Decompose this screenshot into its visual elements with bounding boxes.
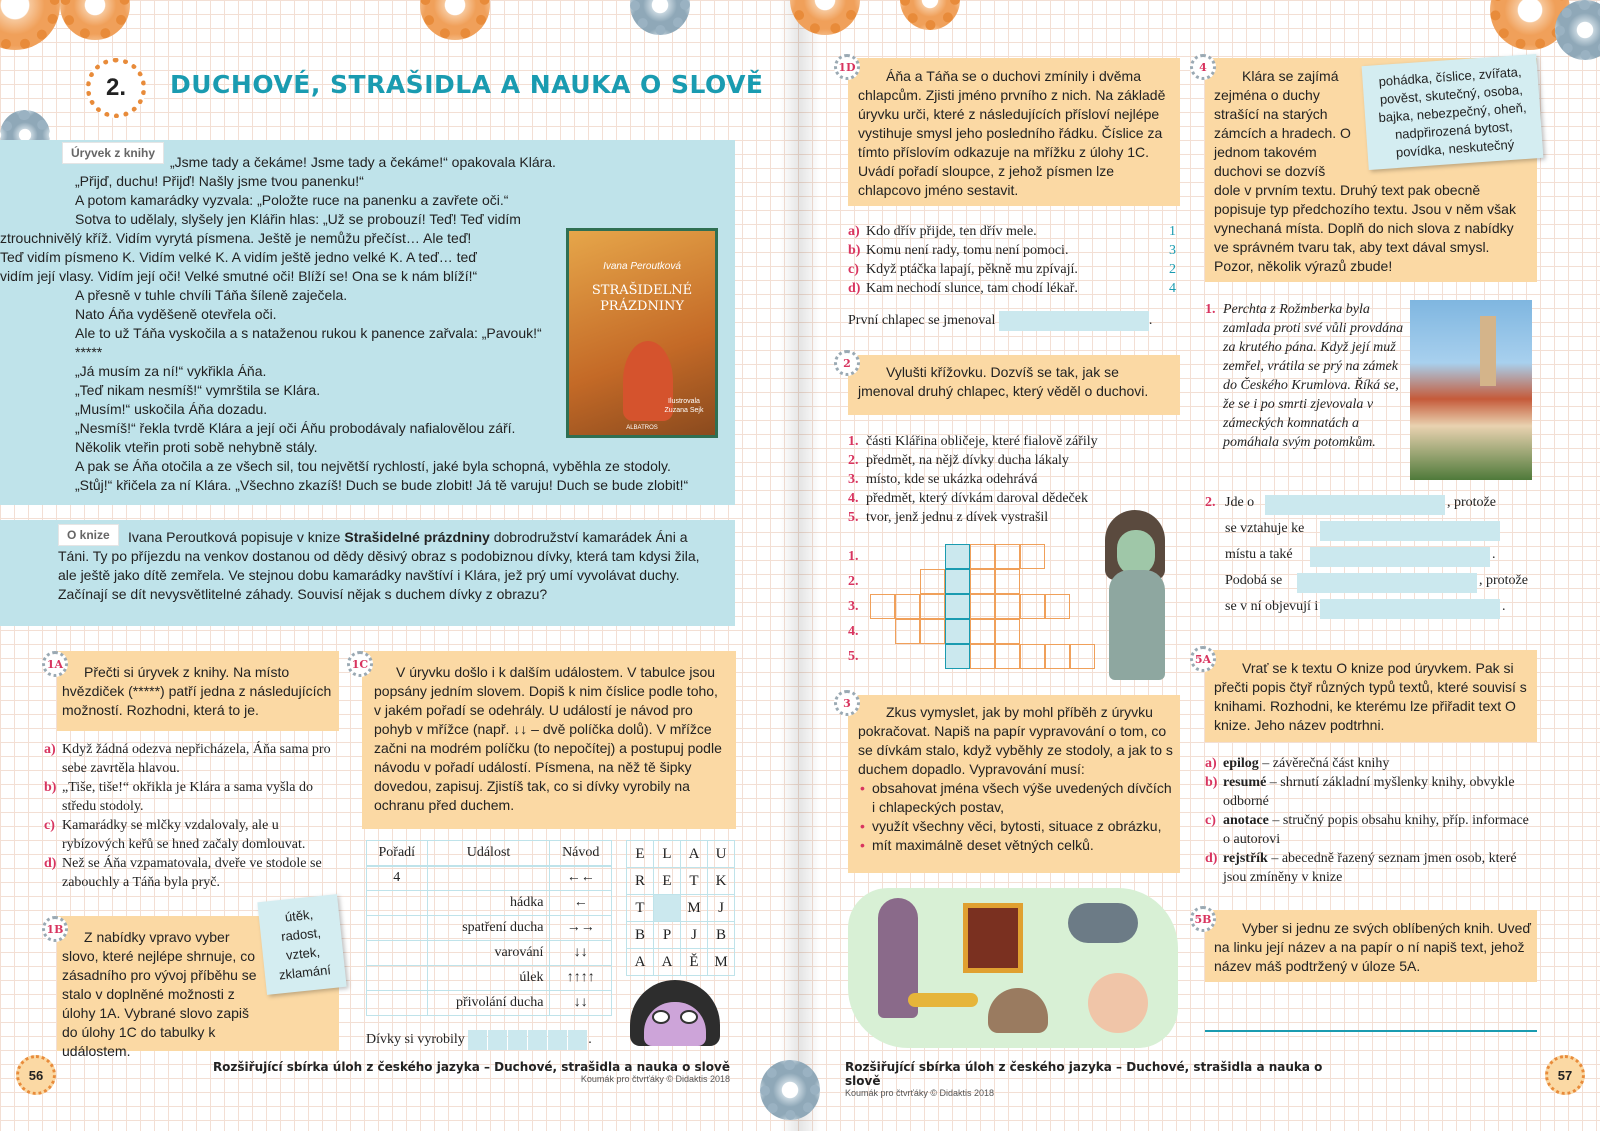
word-option: vztek, xyxy=(285,944,321,963)
answer-label: Dívky si vyrobily xyxy=(366,1032,465,1048)
grid-cell: K xyxy=(708,868,735,895)
task-1a-option[interactable] xyxy=(44,816,334,854)
footer xyxy=(845,1060,1345,1098)
book-illustrator: Ilustrovala Zuzana Sejk xyxy=(664,398,704,414)
task-1d-answer-row xyxy=(848,311,1152,331)
word-option: zklamání xyxy=(278,962,332,983)
task-1b-number: 1B xyxy=(42,916,68,942)
task-5a-options xyxy=(1205,754,1535,887)
story-body: Perchta z Rožmberka byla zamlada proti své vůli provdána za krutého pána. Když její muž zemřel, vrátila se prý na zámek do Českého Krumlova. Říká se, že se i po smrti zjevovala v zámeckých komnatách a pomáhala svým potomkům. xyxy=(1223,302,1404,450)
option-key: c) xyxy=(848,262,859,277)
direction-cell: ↓↓ xyxy=(550,991,612,1016)
option-text: – shrnutí základní myšlenky knihy, obvykle odborné xyxy=(1223,775,1515,809)
left-page xyxy=(0,0,790,1131)
word-option: útěk, xyxy=(284,906,314,925)
task-1d-options xyxy=(848,222,1180,298)
footer xyxy=(200,1060,730,1084)
order-cell[interactable] xyxy=(367,941,428,966)
about-tag: O knize xyxy=(58,524,119,546)
crossword-cell[interactable] xyxy=(995,594,1020,619)
fill-post: . xyxy=(1492,547,1496,562)
task-1d-option[interactable] xyxy=(848,279,1180,298)
crossword-solution-cell[interactable] xyxy=(945,569,970,594)
crossword-row-labels xyxy=(848,544,868,669)
about-text xyxy=(58,528,720,604)
grid-cell: T xyxy=(627,895,654,922)
crossword-cell[interactable] xyxy=(1020,644,1045,669)
excerpt-line: „Teď nikam nesmíš!“ vymrštila se Klára. xyxy=(75,382,321,398)
task-5a-option[interactable] xyxy=(1205,849,1535,887)
task-1b-text: Z nabídky vpravo vyber slovo, které nejlépe shrnuje, co zásadního pro vývoj příběhu se stalo v doplněné možnosti z úlohy 1A. Vybrané slovo zapiš do úlohy 1C do tabulky k událostem. xyxy=(62,929,257,1059)
excerpt-line: Ale to už Táňa vyskočila a s nataženou rukou k panence zařvala: „Pavouk!“ xyxy=(75,325,542,341)
gear-decoration-icon xyxy=(1555,0,1600,60)
task-1a-options xyxy=(44,740,334,892)
option-text: Než se Áňa vzpamatovala, dveře ve stodole se zabouchly a Táňa byla pryč. xyxy=(62,856,322,890)
crossword-cell[interactable] xyxy=(970,569,995,594)
clue-text: tvor, jenž jednu z dívek vystrašil xyxy=(866,510,1049,525)
grid-start-cell xyxy=(654,895,681,922)
crossword-solution-cell[interactable] xyxy=(945,544,970,569)
option-number: 1 xyxy=(1169,224,1176,239)
event-cell: spatření ducha xyxy=(427,916,550,941)
task-5a-number: 5A xyxy=(1190,646,1216,672)
events-table xyxy=(366,840,612,1016)
clue-text: předmět, na nějž dívky ducha lákaly xyxy=(866,453,1069,468)
crossword-cell[interactable] xyxy=(895,619,920,644)
crossword-cell[interactable] xyxy=(995,644,1020,669)
crossword-cell[interactable] xyxy=(895,594,920,619)
order-cell[interactable]: 4 xyxy=(367,866,428,891)
task-3-bullet: • mít maximálně deset větných celků. xyxy=(858,836,1178,855)
answer-end: . xyxy=(1148,313,1153,329)
boy-name-input[interactable] xyxy=(999,311,1149,331)
gear-decoration-icon xyxy=(60,0,130,40)
option-key: d) xyxy=(44,856,57,871)
story-number: 1. xyxy=(1205,302,1216,317)
task-1d-option[interactable] xyxy=(848,222,1180,241)
option-key: a) xyxy=(848,224,860,239)
story-text xyxy=(1205,300,1405,452)
broken-picture-frame xyxy=(963,903,1023,973)
table-row xyxy=(367,941,612,966)
screaming-face xyxy=(1088,973,1148,1033)
table-row xyxy=(367,916,612,941)
fill-input[interactable] xyxy=(1297,573,1477,593)
task-1d-number: 1D xyxy=(834,54,860,80)
event-cell: varování xyxy=(427,941,550,966)
option-text: Kdo dřív přijde, ten dřív mele. xyxy=(866,224,1037,239)
gear-decoration-icon xyxy=(0,0,60,50)
clue-number: 5. xyxy=(848,510,859,525)
fill-input[interactable] xyxy=(1320,599,1500,619)
answer-label: První chlapec se jmenoval xyxy=(848,313,996,329)
task-1a-option[interactable] xyxy=(44,778,334,816)
task-2-number: 2 xyxy=(834,350,860,376)
castle-tower xyxy=(1480,316,1496,386)
crossword-cell[interactable] xyxy=(1045,644,1070,669)
crossword-cell[interactable] xyxy=(970,544,995,569)
grid-cell: M xyxy=(681,895,708,922)
direction-cell: →→ xyxy=(550,916,612,941)
option-term: resumé xyxy=(1223,775,1267,790)
option-number: 2 xyxy=(1169,262,1176,277)
grid-cell: A xyxy=(627,949,654,976)
table-row xyxy=(367,891,612,916)
fill-line xyxy=(1205,599,1540,625)
clue xyxy=(848,432,1180,451)
direction-cell: ← xyxy=(550,891,612,916)
table-header: Návod xyxy=(550,841,612,866)
book-author: Ivana Peroutková xyxy=(603,261,681,272)
crossword-cell[interactable] xyxy=(1020,594,1045,619)
task-3-bullet: • využít všechny věci, bytosti, situace z obrázku, xyxy=(858,817,1178,836)
grid-cell: B xyxy=(708,922,735,949)
option-key: d) xyxy=(1205,851,1218,866)
row-label: 3. xyxy=(848,599,859,614)
book-title-line1: STRAŠIDELNÉ xyxy=(591,283,693,298)
clue-text: předmět, který dívkám daroval dědeček xyxy=(866,491,1088,506)
fill-input[interactable] xyxy=(1265,495,1445,515)
option-key: c) xyxy=(1205,813,1216,828)
crossword-cell[interactable] xyxy=(1020,544,1045,569)
task-4-word-bank: pohádka, číslice, zvířata, pověst, skutečný, osoba, bajka, nebezpečný, oheň, nadpřirozená bytost, povídka, neskutečný xyxy=(1362,54,1544,170)
letter-grid xyxy=(626,840,735,976)
fill-input[interactable] xyxy=(1320,521,1500,541)
grid-cell: T xyxy=(681,868,708,895)
option-term: anotace xyxy=(1223,813,1269,828)
event-cell xyxy=(427,866,550,891)
task-4-number: 4 xyxy=(1190,54,1216,80)
table-row xyxy=(367,991,612,1016)
direction-cell: ↓↓ xyxy=(550,941,612,966)
task-5a-option[interactable] xyxy=(1205,811,1535,849)
option-text: Když žádná odezva nepřicházela, Áňa sama pro sebe zavrtěla hlavou. xyxy=(62,742,331,776)
row-label: 4. xyxy=(848,624,859,639)
option-term: epilog xyxy=(1223,756,1259,771)
order-cell[interactable] xyxy=(367,891,428,916)
task-3-bullet: • obsahovat jména všech výše uvedených dívčích i chlapeckých postav, xyxy=(858,779,1178,817)
excerpt-line: A potom kamarádky vyzvala: „Položte ruce na panenku a zavřete oči.“ xyxy=(75,192,509,208)
grid-cell: Ě xyxy=(681,949,708,976)
crossword-cell[interactable] xyxy=(870,594,895,619)
clue xyxy=(848,451,1180,470)
clue-number: 4. xyxy=(848,491,859,506)
book-cover-image xyxy=(566,228,718,438)
option-key: b) xyxy=(1205,775,1218,790)
fill-line xyxy=(1205,573,1540,599)
grid-cell: P xyxy=(654,922,681,949)
task-4-text-top: Klára se zajímá zejména o duchy strašící na starých zámcích a hradech. O jednom takovém duchovi se dozvíš xyxy=(1214,68,1351,179)
option-text: „Tiše, tiše!“ okřikla je Klára a sama vyšla do středu stodoly. xyxy=(62,780,314,814)
crossword-solution-cell[interactable] xyxy=(945,619,970,644)
fill-input[interactable] xyxy=(1310,547,1490,567)
task-1c-answer-row xyxy=(366,1030,592,1050)
excerpt-line: vidím její vlasy. Vidím její oči! Velké smutné oči! Blíží se! Ona se k nám blíží!“ xyxy=(0,268,478,284)
event-cell: úlek xyxy=(427,966,550,991)
task-2-text: Vylušti křížovku. Dozvíš se tak, jak se jmenoval druhý chlapec, který věděl o duchovi. xyxy=(858,364,1149,399)
task-3-content xyxy=(858,703,1178,855)
excerpt-line: ***** xyxy=(75,344,103,360)
task-1a-option[interactable] xyxy=(44,854,334,892)
fill-pre: Podobá se xyxy=(1225,573,1283,588)
ghost-girl-illustration xyxy=(1095,510,1180,680)
task-1d-option[interactable] xyxy=(848,241,1180,260)
fill-number: 2. xyxy=(1205,495,1216,510)
answer-cells[interactable] xyxy=(468,1030,588,1050)
task-1d-text: Áňa a Táňa se o duchovi zmínily i dvěma chlapcům. Zjisti jméno prvního z nich. Na základě úryvku urči, které z následujících přísloví nejlépe vystihuje smysl jeho posledního řádku. Číslice za tímto příslovím odkazuje na mřížku z úlohy 1C. Uvádí pořadí sloupce, z jehož písmen lze chlapcovo jméno sestavit. xyxy=(858,68,1166,198)
story-prompt-illustration xyxy=(848,888,1178,1048)
table-header: Událost xyxy=(427,841,550,866)
grid-cell: A xyxy=(654,949,681,976)
task-5b-text: Vyber si jednu ze svých oblíbených knih. Uveď na linku její název a na papír o ní napiš text, jehož název máš podtržený v úloze 5A. xyxy=(1214,920,1532,974)
grid-cell: E xyxy=(654,868,681,895)
task-1c-number: 1C xyxy=(347,651,373,677)
crossword-cell[interactable] xyxy=(995,544,1020,569)
task-5b-number: 5B xyxy=(1190,906,1216,932)
task-5a-option[interactable] xyxy=(1205,754,1535,773)
table-row xyxy=(367,866,612,891)
crossword-cell[interactable] xyxy=(970,644,995,669)
excerpt-line: Teď vidím písmeno K. Vidím velké K. A vidím ještě jedno velké K. A teď… teď xyxy=(0,249,477,265)
fill-line xyxy=(1205,495,1540,521)
task-1b-word-bank xyxy=(257,894,346,995)
crossword-solution-cell[interactable] xyxy=(945,644,970,669)
option-text: – stručný popis obsahu knihy, příp. informace o autorovi xyxy=(1223,813,1529,847)
crossword-cell[interactable] xyxy=(920,569,945,594)
right-page xyxy=(810,0,1600,1131)
cesky-krumlov-photo xyxy=(1410,300,1532,480)
task-5a-text: Vrať se k textu O knize pod úryvkem. Pak si přečti popis čtyř různých typů textů, které souvisí s knihami. Rozhodni, ke kterému lze přiřadit text O knize. Jeho název podtrhni. xyxy=(1214,660,1527,733)
direction-cell: ↑↑↑↑ xyxy=(550,966,612,991)
option-text: – závěrečná část knihy xyxy=(1258,756,1390,771)
fill-line xyxy=(1205,521,1540,547)
task-1a-text: Přečti si úryvek z knihy. Na místo hvězdiček (*****) patří jedna z následujících možností. Rozhodni, která to je. xyxy=(62,664,332,718)
row-label: 2. xyxy=(848,574,859,589)
footer-title: Rozšiřující sbírka úloh z českého jazyka – Duchové, strašidla a nauka o slově xyxy=(212,1060,730,1074)
excerpt-line: A pak se Áňa otočila a ze všech sil, tou největší rychlostí, jaké byla schopná, vyběhla ze stodoly. xyxy=(75,458,671,474)
fill-pre: se vztahuje ke xyxy=(1225,521,1305,536)
order-cell[interactable] xyxy=(367,966,428,991)
excerpt-line: „Musím!“ uskočila Áňa dozadu. xyxy=(75,401,268,417)
excerpt-line: A přesně v tuhle chvíli Táňa šíleně zaječela. xyxy=(75,287,348,303)
excerpt-line: ztrouchnivělý kříž. Vidím vyrytá písmena. Ještě je nemůžu přečíst… Ale teď! xyxy=(0,230,472,246)
clue-number: 2. xyxy=(848,453,859,468)
excerpt-line: Několik vteřin proti sobě nehybně stály. xyxy=(75,439,318,455)
event-cell: hádka xyxy=(427,891,550,916)
clue-text: místo, kde se ukázka odehrává xyxy=(866,472,1038,487)
option-term: rejstřík xyxy=(1223,851,1268,866)
fill-pre: místu a také xyxy=(1225,547,1293,562)
fill-post: , protože xyxy=(1447,495,1496,510)
fill-post: . xyxy=(1502,599,1506,614)
crossword-cell[interactable] xyxy=(970,594,995,619)
gear-decoration-icon xyxy=(420,0,490,40)
option-text: Když ptáčka lapají, pěkně mu zpívají. xyxy=(866,262,1078,277)
option-key: b) xyxy=(848,243,861,258)
crossword-cell[interactable] xyxy=(995,569,1020,594)
crossword-cell[interactable] xyxy=(920,619,945,644)
clue xyxy=(848,470,1180,489)
book-title-line-input[interactable] xyxy=(1205,1030,1537,1032)
task-1a-number: 1A xyxy=(42,651,68,677)
key xyxy=(908,993,978,1007)
crossword-cell[interactable] xyxy=(1045,594,1070,619)
rabbit xyxy=(988,988,1048,1033)
option-text: Kam nechodí slunce, tam chodí lékař. xyxy=(866,281,1078,296)
book-title-line2: PRÁZDNINY xyxy=(600,299,684,314)
option-number: 4 xyxy=(1169,281,1176,296)
answer-end: . xyxy=(588,1032,592,1048)
grid-cell: U xyxy=(708,841,735,868)
option-key: a) xyxy=(1205,756,1217,771)
gear-decoration-icon xyxy=(900,0,960,30)
task-5a-option[interactable] xyxy=(1205,773,1535,811)
option-text: Komu není rady, tomu není pomoci. xyxy=(866,243,1069,258)
excerpt-line: Nato Áňa vyděšeně otevřela oči. xyxy=(75,306,277,322)
excerpt-line: „Já musím za ní!“ vykřikla Áňa. xyxy=(75,363,267,379)
row-label: 5. xyxy=(848,649,859,664)
task-3-text: Zkus vymyslet, jak by mohl příběh z úryvku pokračovat. Napiš na papír vypravování o tom, co se dívkám stalo, když vyběhly ze stodoly, a jak to s duchem dopadlo. Vypravování musí: xyxy=(858,704,1173,777)
storm-cloud xyxy=(1068,903,1138,943)
order-cell[interactable] xyxy=(367,916,428,941)
footer-subtitle: Koumák pro čtvrťáky © Didaktis 2018 xyxy=(580,1074,730,1084)
clue-number: 1. xyxy=(848,434,859,449)
task-1d-option[interactable] xyxy=(848,260,1180,279)
table-header: Pořadí xyxy=(367,841,428,866)
excerpt-line: „Nesmíš!“ řekla tvrdě Klára a její oči Áňu probodávaly nafialovělou září. xyxy=(75,420,516,436)
ghost-face-illustration xyxy=(630,980,720,1046)
grid-cell: J xyxy=(708,895,735,922)
crossword-cell[interactable] xyxy=(995,619,1020,644)
clue-number: 3. xyxy=(848,472,859,487)
grid-cell: A xyxy=(681,841,708,868)
grid-cell: J xyxy=(681,922,708,949)
option-text: – abecedně řazený seznam jmen osob, které jsou zmíněny v knize xyxy=(1223,851,1517,885)
excerpt-line: „Jsme tady a čekáme! Jsme tady a čekáme!“ opakovala Klára. xyxy=(170,154,556,170)
about-post: dobrodružství kamarádek Áni a Táni. Ty po příjezdu na venkov dostanou od dědy děsivý obraz s podobiznou dívky, která tam kdysi žila, ale ještě jako dítě zemřela. Ve stejnou dobu kamarádky navštíví i Klára, jež prý umí vyvolávat duchy. Začínají se dít nevysvětlitelné záhady. Souvisí nějak s duchem dívky z obrazu? xyxy=(58,529,700,602)
footer-subtitle: Koumák pro čtvrťáky © Didaktis 2018 xyxy=(845,1088,995,1098)
clue-text: části Klářina obličeje, které fialově zářily xyxy=(866,434,1098,449)
clue xyxy=(848,489,1180,508)
fill-pre: se v ní objevují i xyxy=(1225,599,1319,614)
crossword-solution-cell[interactable] xyxy=(945,594,970,619)
fill-post: , protože xyxy=(1479,573,1528,588)
gear-decoration-icon xyxy=(630,0,690,35)
crossword-grid xyxy=(870,540,1100,670)
crossword-cell[interactable] xyxy=(970,619,995,644)
task-1c-text: V úryvku došlo i k dalším událostem. V tabulce jsou popsány jedním slovem. Dopiš k nim číslice podle toho, v jakém pořadí se odehrály. U událostí je návod pro pohyb v mřížce (např. ↓↓ – dvě políčka dolů). V mřížce začni na modrém políčku (to nepočítej) a postupuj podle návodu v pořadí událostí. Písmena, na něž tě šipky dovedou, zapisuj. Zjistíš tak, co si dívky vyrobily na ochranu před duchem. xyxy=(374,664,722,813)
direction-cell: ←← xyxy=(550,866,612,891)
option-text: Kamarádky se mlčky vzdalovaly, ale u rybízových keřů se hned začaly domlouvat. xyxy=(62,818,306,852)
grid-cell: E xyxy=(627,841,654,868)
chapter-number: 2. xyxy=(86,58,146,118)
footer-title: Rozšiřující sbírka úloh z českého jazyka – Duchové, strašidla a nauka o slově xyxy=(845,1060,1323,1088)
row-label: 1. xyxy=(848,549,859,564)
excerpt-line: „Přijď, duchu! Přijď! Našly jsme tvou panenku!“ xyxy=(75,173,364,189)
task-3-number: 3 xyxy=(834,690,860,716)
order-cell[interactable] xyxy=(367,991,428,1016)
page-title: DUCHOVÉ, STRAŠIDLA A NAUKA O SLOVĚ xyxy=(170,70,764,99)
word-option: radost, xyxy=(280,925,322,945)
excerpt-line: Sotva to udělaly, slyšely jen Klářin hlas: „Už se probouzí! Teď! Teď vidím xyxy=(75,211,521,227)
crossword-cell[interactable] xyxy=(920,594,945,619)
book-publisher: ALBATROS xyxy=(626,425,658,431)
grid-cell: L xyxy=(654,841,681,868)
excerpt-tag: Úryvek z knihy xyxy=(62,142,164,164)
about-book-title: Strašidelné prázdniny xyxy=(344,529,490,545)
excerpt-line: „Stůj!“ křičela za ní Klára. „Všechno zkazíš! Duch se bude zlobit! Já tě varuju! Duch se bude zlobit!“ xyxy=(75,477,689,493)
grid-cell: B xyxy=(627,922,654,949)
event-cell: přivolání ducha xyxy=(427,991,550,1016)
option-key: a) xyxy=(44,742,56,757)
option-key: b) xyxy=(44,780,57,795)
table-row xyxy=(367,966,612,991)
page-number: 56 xyxy=(16,1055,56,1095)
option-key: c) xyxy=(44,818,55,833)
fill-in-text xyxy=(1205,495,1540,625)
task-1a-option[interactable] xyxy=(44,740,334,778)
fill-line xyxy=(1205,547,1540,573)
option-key: d) xyxy=(848,281,861,296)
fill-pre: Jde o xyxy=(1225,495,1255,510)
grid-cell: R xyxy=(627,868,654,895)
task-4-text-rest: dole v prvním textu. Druhý text pak obecně popisuje typ předchozího textu. Jsou v něm však vynechaná místa. Doplň do nich slova z nabídky ve správném tvaru tak, aby text dával smysl. Pozor, několik výrazů zbude! xyxy=(1214,182,1516,274)
crossword-cell[interactable] xyxy=(1070,644,1095,669)
option-number: 3 xyxy=(1169,243,1176,258)
page-number: 57 xyxy=(1545,1055,1585,1095)
about-pre: Ivana Peroutková popisuje v knize xyxy=(128,529,345,545)
grid-cell: M xyxy=(708,949,735,976)
